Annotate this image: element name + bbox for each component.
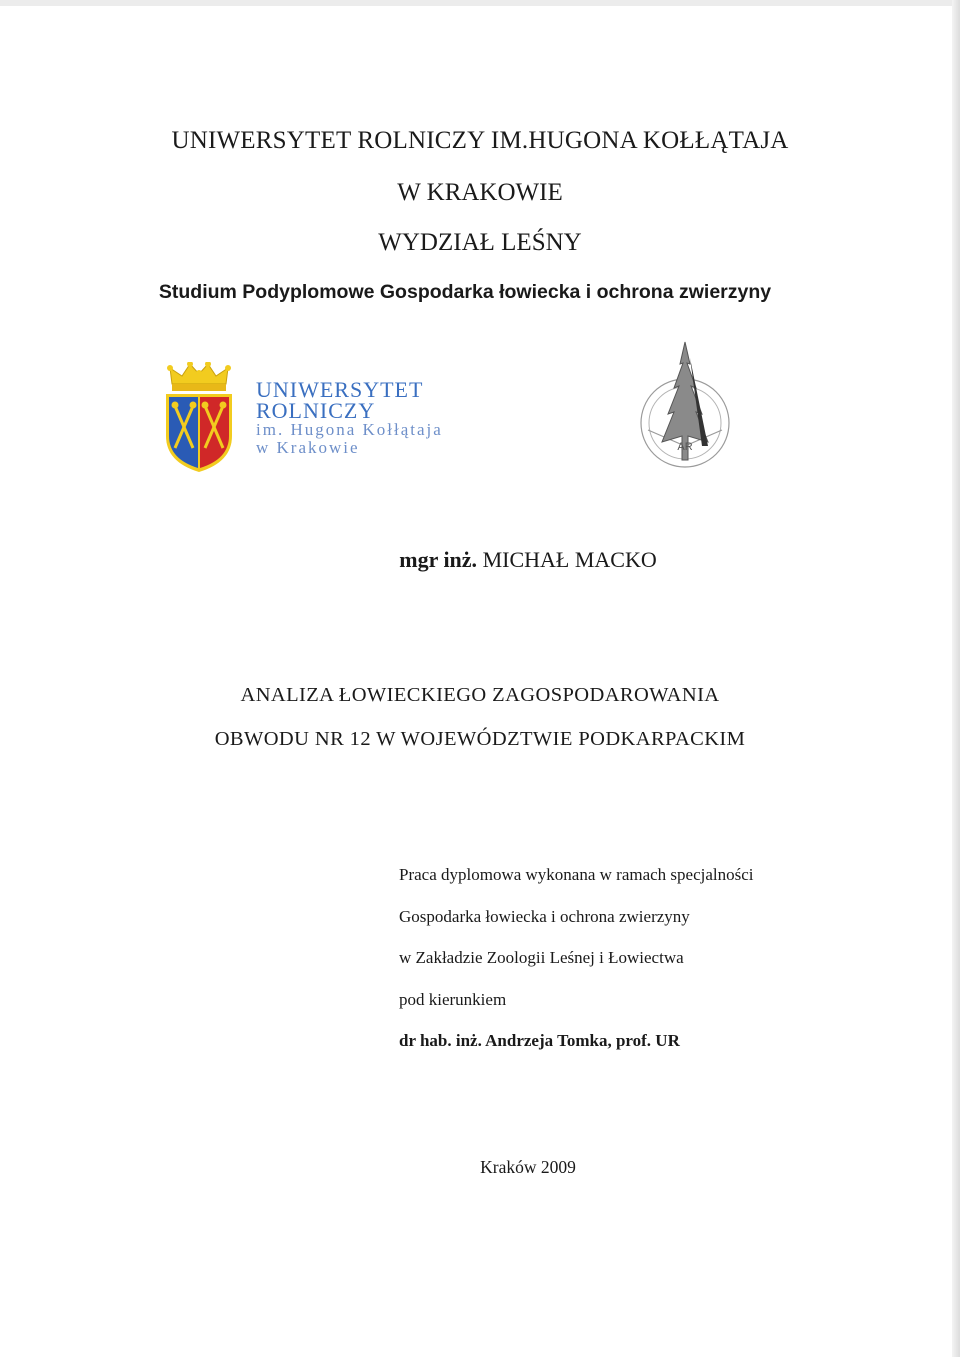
- author-degree: mgr inż.: [399, 547, 478, 572]
- supervisor: dr hab. inż. Andrzeja Tomka, prof. UR: [399, 1031, 680, 1050]
- logo-text-line3: im. Hugona Kołłątaja: [256, 420, 443, 439]
- logo-ar-label: AR: [677, 441, 693, 453]
- place-and-year: Kraków 2009: [480, 1157, 576, 1177]
- description-line4: pod kierunkiem: [399, 990, 507, 1009]
- faculty-name: WYDZIAŁ LEŚNY: [378, 229, 582, 256]
- logo-text-line2: ROLNICZY: [256, 398, 376, 423]
- university-crest-icon: [164, 362, 234, 474]
- description-line1: Praca dyplomowa wykonana w ramach specjalności: [399, 865, 754, 884]
- author: [48, 547, 960, 573]
- thesis-title-line1: ANALIZA ŁOWIECKIEGO ZAGOSPODAROWANIA: [240, 684, 720, 706]
- forest-faculty-tree-logo-icon: [630, 338, 740, 468]
- description-line3: w Zakładzie Zoologii Leśnej i Łowiectwa: [399, 948, 684, 967]
- description-line2: Gospodarka łowiecka i ochrona zwierzyny: [399, 907, 690, 926]
- university-city: W KRAKOWIE: [397, 179, 563, 206]
- logo-text-line1: UNIWERSYTET: [256, 377, 424, 402]
- scan-edge-top: [0, 0, 960, 6]
- university-logo: [164, 362, 444, 477]
- author-name: MICHAŁ MACKO: [482, 547, 657, 572]
- thesis-title-line2: OBWODU NR 12 W WOJEWÓDZTWIE PODKARPACKIM: [214, 728, 746, 750]
- studies-name: Studium Podyplomowe Gospodarka łowiecka i ochrona zwierzyny: [158, 281, 772, 303]
- logo-text-line4: w Krakowie: [256, 438, 360, 457]
- university-name: UNIWERSYTET ROLNICZY IM.HUGONA KOŁŁĄTAJA: [171, 127, 789, 154]
